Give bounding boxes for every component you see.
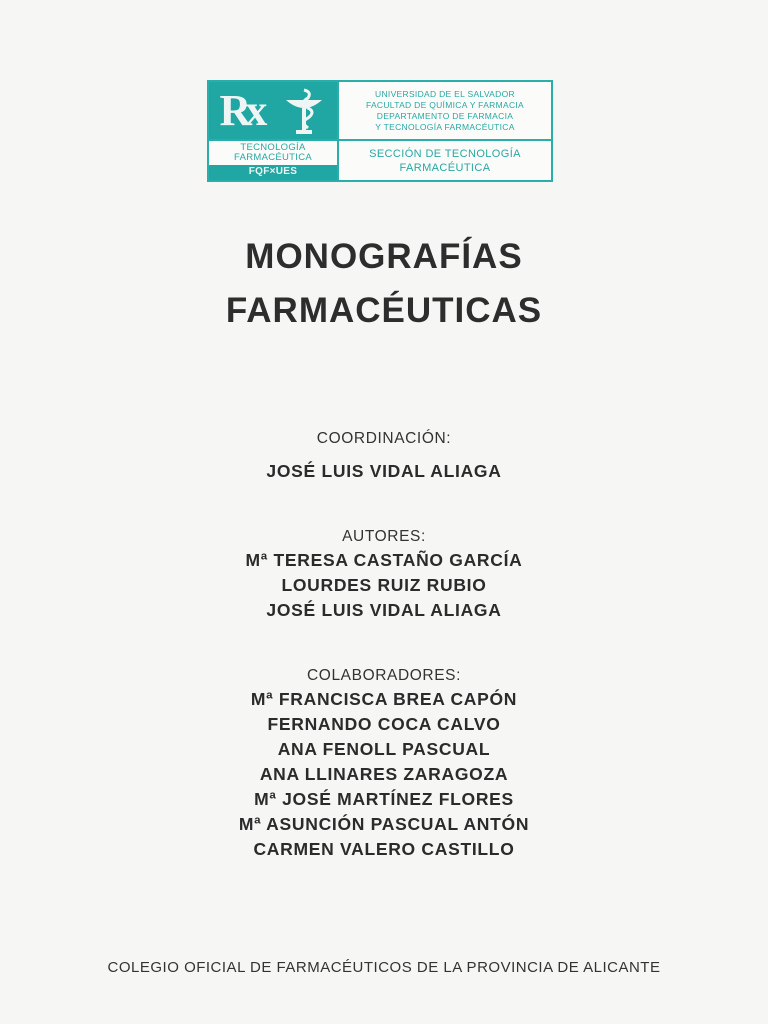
institution-line: UNIVERSIDAD DE EL SALVADOR: [375, 88, 515, 99]
collaborator-name: ANA LLINARES ZARAGOZA: [259, 764, 509, 784]
bowl-of-hygieia-icon: [282, 86, 326, 136]
section-line: FARMACÉUTICA: [399, 161, 491, 174]
collaborator-name: ANA FENOLL PASCUAL: [277, 739, 491, 759]
institution-line: FACULTAD DE QUÍMICA Y FARMACIA: [365, 99, 525, 110]
rx-symbol: Rx: [219, 85, 262, 135]
author-name: LOURDES RUIZ RUBIO: [281, 575, 487, 595]
collaborator-name: Mª FRANCISCA BREA CAPÓN: [250, 689, 518, 709]
section-line: SECCIÓN DE TECNOLOGÍA: [369, 147, 521, 160]
collaborators-section: [0, 665, 768, 862]
author-name: Mª TERESA CASTAÑO GARCÍA: [245, 550, 523, 570]
faculty-logo: [207, 80, 553, 182]
logo-left-caption: [209, 141, 337, 180]
collaborator-name: Mª ASUNCIÓN PASCUAL ANTÓN: [238, 814, 530, 834]
collaborator-name: CARMEN VALERO CASTILLO: [253, 839, 515, 859]
logo-right-panel: [339, 82, 551, 180]
logo-left-panel: [209, 82, 339, 180]
document-title: [0, 230, 768, 338]
collaborator-name: FERNANDO COCA CALVO: [267, 714, 501, 734]
section-block: [339, 141, 551, 180]
coordination-label: COORDINACIÓN:: [316, 430, 452, 447]
logo-left-line: TECNOLOGÍA: [240, 142, 306, 153]
institution-line: DEPARTAMENTO DE FARMACIA: [376, 110, 514, 121]
coordinator-name: JOSÉ LUIS VIDAL ALIAGA: [266, 461, 502, 481]
title-line: FARMACÉUTICAS: [225, 291, 543, 330]
institution-line: Y TECNOLOGÍA FARMACÉUTICA: [375, 121, 515, 132]
publisher-footer: COLEGIO OFICIAL DE FARMACÉUTICOS DE LA PROVINCIA DE ALICANTE: [107, 959, 661, 976]
author-name: JOSÉ LUIS VIDAL ALIAGA: [266, 600, 502, 620]
logo-left-line: FARMACÉUTICA: [233, 152, 313, 163]
title-line: MONOGRAFÍAS: [245, 237, 523, 276]
authors-section: [0, 526, 768, 623]
coordination-section: [0, 428, 768, 484]
collaborator-name: Mª JOSÉ MARTÍNEZ FLORES: [254, 789, 514, 809]
authors-label: AUTORES:: [342, 528, 426, 545]
logo-code: FQF×UES: [209, 165, 337, 180]
rx-emblem: [209, 82, 337, 141]
collaborators-label: COLABORADORES:: [307, 667, 461, 684]
institution-block: [339, 82, 551, 141]
